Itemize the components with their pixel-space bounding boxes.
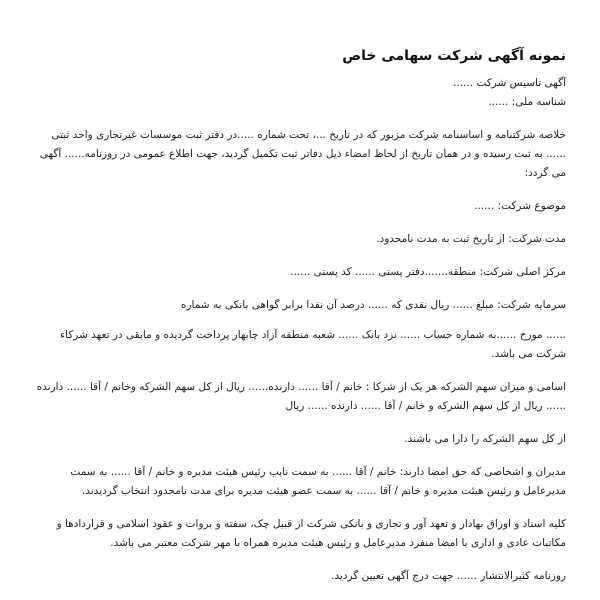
- shares-end-line: از کل سهم الشرکه را دارا می باشند.: [404, 433, 566, 445]
- managers-paragraph: مدیران و اشخاصی که حق امضا دارند: خانم / آقا ...... به سمت نایب رئیس هیئت مدیره و خانم / آقا ...... به سمت مدیرعامل و رئیس هیئت مدیره و خانم / آقا ...... به سمت عضو هیئت مدیره برای مدت نامحدود انتخاب گردیدند.: [70, 466, 566, 497]
- head-office-line: مرکز اصلی شرکت: منطقه.......دفتر پستی ...... کد پستی ......: [290, 266, 566, 278]
- shares-paragraph: اسامی و میزان سهم الشرکه هر یک از شرکا : خانم / آقا ...... دارنده...... ریال از کل سهم الشرکه وخانم / آقا ...... دارنده ...... ریال از کل سهم الشرکه و خانم / آقا ...... دارنده ...... ریال: [36, 381, 566, 412]
- duration-line: مدت شرکت: از تاریخ ثبت به مدت نامحدود.: [376, 233, 566, 245]
- summary-paragraph: خلاصه شرکتنامه و اساسنامه شرکت مزبور که در تاریخ ...، تحت شماره .....در دفتر ثبت موسسات غیرتجاری واحد ثبتی ...... به ثبت رسیده و در همان تاریخ از لحاظ امضاء ذیل دفاتر ثبت تکمیل گردید، جهت اطلاع عمومی در روزنامه...... آگهی می گردد:: [39, 129, 566, 179]
- signatures-paragraph: کلیه اسناد و اوراق بهادار و تعهد آور و تجاری و بانکی شرکت از قبیل چک، سفته و بروات و عقود اسلامی و قراردادها و مکاتبات عادی و اداری با امضا منفرد مدیرعامل و رئیس هیئت مدیره همراه با مهر شرکت معتبر می باشد.: [56, 518, 566, 549]
- newspaper-line: روزنامه کثیرالانتشار ...... جهت درج آگهی تعیین گردید.: [331, 570, 566, 582]
- national-id-line: شناسه ملی: ......: [488, 96, 566, 108]
- capital-line: سرمایه شرکت: مبلغ ...... ریال نقدی که ...... درصد آن نقدا برابر گواهی بانکی به شماره: [180, 299, 566, 311]
- document-title: نمونه آگهی شرکت سهامی خاص: [342, 48, 566, 64]
- subject-line: موضوع شرکت: ......: [474, 200, 566, 212]
- company-name-line: آگهی تاسیس شرکت ......: [453, 77, 566, 89]
- announcement-document: [30, 48, 566, 586]
- capital-payment-line: ...... مورخ ......به شماره حساب ...... نزد بانک ...... شعبه منطقه آزاد چابهار پرداخت گردیده و مابقی در تعهد شرکاء شرکت می باشد.: [60, 329, 566, 360]
